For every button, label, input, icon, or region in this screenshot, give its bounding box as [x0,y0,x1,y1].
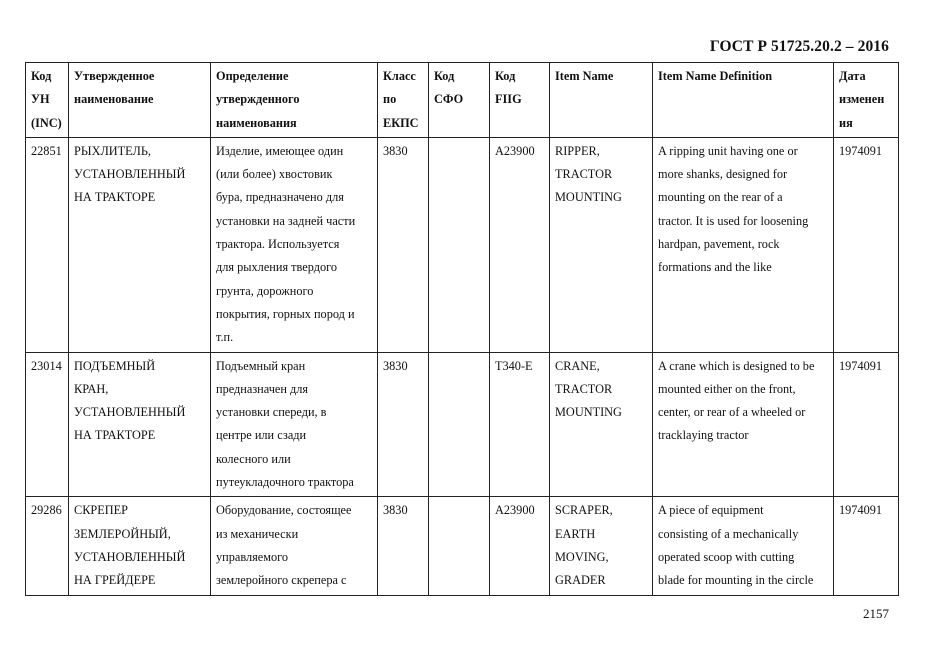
header-ekps-class: Класс по ЕКПС [378,63,429,138]
document-standard-header: ГОСТ Р 51725.20.2 – 2016 [709,38,889,55]
header-change-date: Дата изменен ия [834,63,899,138]
cell-fiig-code: A23900 [490,497,550,595]
cell-definition: Оборудование, состоящее из механически управляемого землеройного скрепера с [211,497,378,595]
header-item-name: Item Name [550,63,653,138]
cell-inc: 23014 [26,352,69,497]
header-sfo-code: Код СФО [429,63,490,138]
header-fiig-code: Код FIIG [490,63,550,138]
header-definition: Определение утвержденного наименования [211,63,378,138]
cell-item-name-definition: A piece of equipment consisting of a mechanically operated scoop with cutting blade for mounting in the circle [653,497,834,595]
cell-change-date: 1974091 [834,137,899,352]
cell-ekps-class: 3830 [378,137,429,352]
cell-ekps-class: 3830 [378,352,429,497]
table-header-row [26,63,899,138]
cell-inc: 22851 [26,137,69,352]
cell-change-date: 1974091 [834,352,899,497]
cell-ekps-class: 3830 [378,497,429,595]
cell-inc: 29286 [26,497,69,595]
cell-approved-name: РЫХЛИТЕЛЬ, УСТАНОВЛЕННЫЙ НА ТРАКТОРЕ [69,137,211,352]
cell-approved-name: ПОДЪЕМНЫЙ КРАН, УСТАНОВЛЕННЫЙ НА ТРАКТОРЕ [69,352,211,497]
cell-change-date: 1974091 [834,497,899,595]
cell-fiig-code: A23900 [490,137,550,352]
table-row [26,352,899,497]
classifier-table [25,62,899,596]
cell-sfo-code [429,497,490,595]
cell-approved-name: СКРЕПЕР ЗЕМЛЕРОЙНЫЙ, УСТАНОВЛЕННЫЙ НА ГРЕЙДЕРЕ [69,497,211,595]
cell-item-name: RIPPER, TRACTOR MOUNTING [550,137,653,352]
table-row [26,137,899,352]
header-item-name-definition: Item Name Definition [653,63,834,138]
table-row [26,497,899,595]
cell-definition: Изделие, имеющее один (или более) хвостовик бура, предназначено для установки на задней части трактора. Используется для рыхления твердого грунта, дорожного покрытия, горных пород и т.п. [211,137,378,352]
cell-fiig-code: T340-E [490,352,550,497]
cell-definition: Подъемный кран предназначен для установки спереди, в центре или сзади колесного или путеукладочного трактора [211,352,378,497]
cell-item-name-definition: A ripping unit having one or more shanks, designed for mounting on the rear of a tractor. It is used for loosening hardpan, pavement, rock formations and the like [653,137,834,352]
page-number: 2157 [863,606,889,621]
header-approved-name: Утвержденное наименование [69,63,211,138]
cell-sfo-code [429,137,490,352]
header-inc: Код УН (INC) [26,63,69,138]
cell-item-name-definition: A crane which is designed to be mounted either on the front, center, or rear of a wheeled or tracklaying tractor [653,352,834,497]
cell-item-name: CRANE, TRACTOR MOUNTING [550,352,653,497]
cell-sfo-code [429,352,490,497]
cell-item-name: SCRAPER, EARTH MOVING, GRADER [550,497,653,595]
